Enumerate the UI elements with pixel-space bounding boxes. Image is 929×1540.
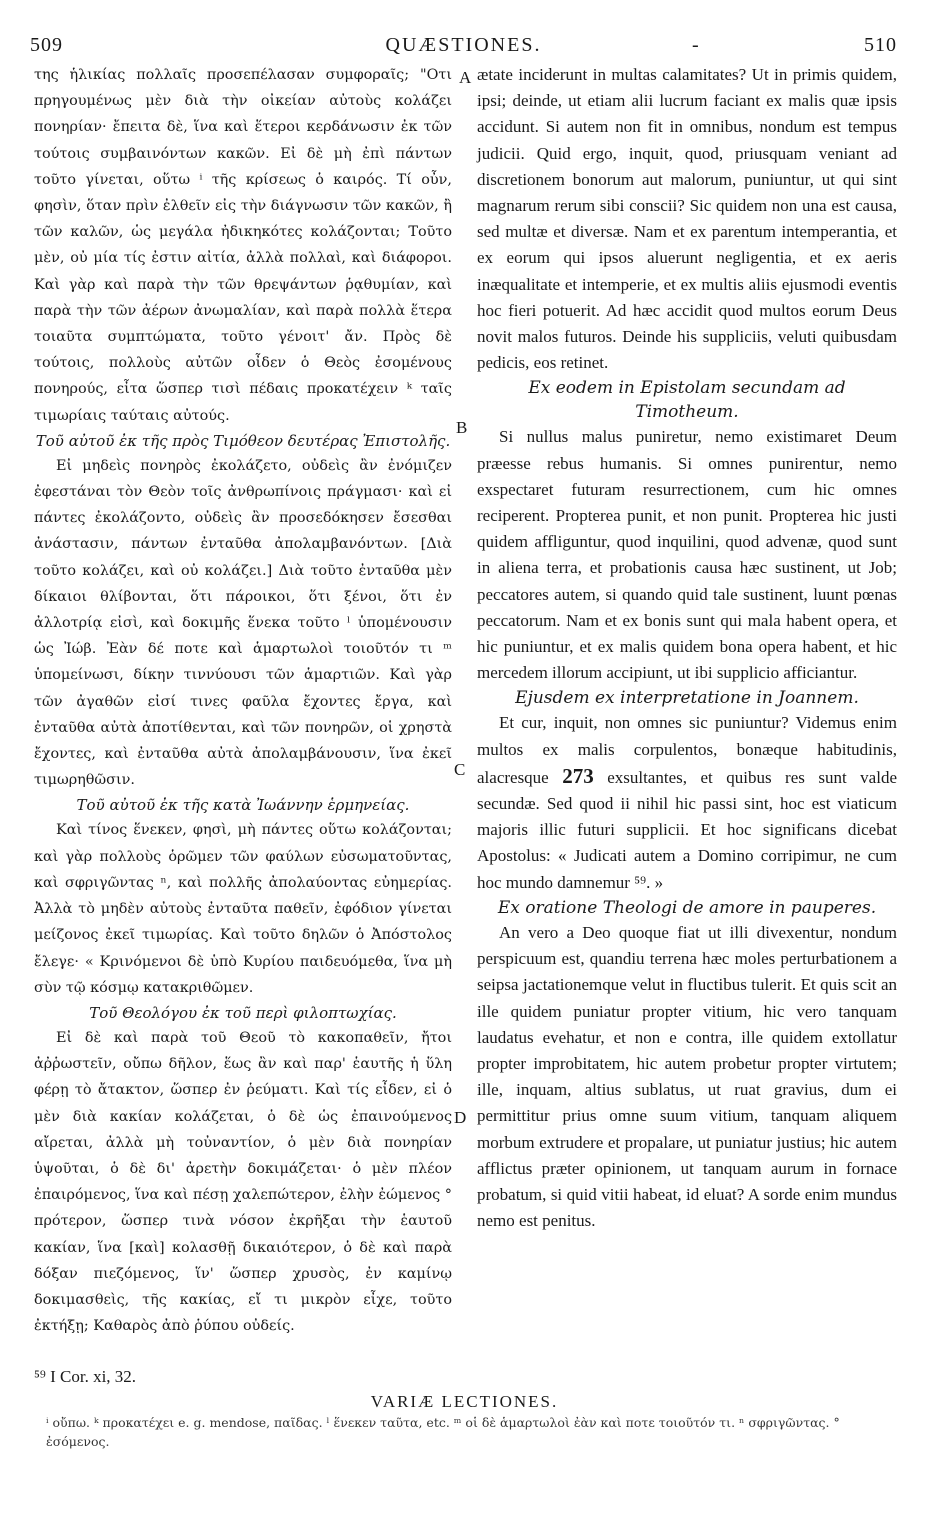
variae-lectiones-title: VARIÆ LECTIONES. <box>370 1392 559 1411</box>
margin-letter-d: D <box>454 1108 467 1127</box>
latin-heading-2: Ejusdem ex interpretatione in Joannem. <box>515 688 859 709</box>
latin-heading-3: Ex oratione Theologi de amore in pauperes. <box>497 897 877 918</box>
latin-paragraph-1: ætate inciderunt in multas calamitates? Ut in primis quidem, ipsi; deinde, ut etiam alii lucrum faciant ex malis quæ ipsis accidunt. Si autem non fit in omnibus, nondum est tempus judicii. Quid ergo, inquit, quod, priusquam veniant ad discretionem bonorum aut malorum, puniuntur, ut qui sint magnarum rerum sibi conscii? Sic quidem non una est causa, sed multæ et diversæ. Nam et ex parentum intemperantia, et ex eorum qui ipsos aluerunt negligentia, et ex aeris inæqualitate et intemperie, et ex multis aliis ejusmodi eventis hoc fieri potuerit. Ad hæc accidit quod multos eorum Deus novit malos futuros. Deinde his suppliciis, veluti quibusdam pedicis, eos retinet. <box>477 65 897 373</box>
greek-column <box>34 62 452 1339</box>
margin-letter-b: B <box>456 418 468 437</box>
greek-paragraph-1: της ἡλικίας πολλαῖς προσεπέλασαν συμφοραῖς; "Οτι πρηγουμένως μὲν διὰ τὴν οἰκείαν αὐτοὺς κολάζει πονηρίαν· ἔπειτα δὲ, ἵνα καὶ ἕτεροι κερδάνωσιν ἐκ τῶν τούτοις συμβαινόντων κακῶν. Εἰ δὲ μὴ ἐπὶ πάντων τοῦτο γίνεται, οὕτω ⁱ τῆς κρίσεως ὁ καιρός. Τί οὖν, φησὶν, ὅταν πρὶν ἐλθεῖν εἰς τὴν διάγνωσιν τῶν κακῶν, ἢ τῶν καλῶν, ὡς μεγάλα ἠδικηκότες κολάζονται; Τοῦτο μὲν, οὐ μία τίς ἐστιν αἰτία, ἀλλὰ πολλαὶ, καὶ διάφοροι. Καὶ γὰρ καὶ παρὰ τὴν τῶν θρεψάντων ῥᾳθυμίαν, καὶ παρὰ τὴν τῶν ἀέρων ἀνωμαλίαν, καὶ παρὰ πολλὰ ἕτερα τοιαῦτα συμπτώματα, τοῦτο γένοιτ' ἄν. Πρὸς δὲ τούτοις, πολλοὺς αὐτῶν οἶδεν ὁ Θεὸς ἐσομένους πονηρούς, εἶτα ὥσπερ τισὶ πέδαις προκατέχειν ᵏ ταῖς τιμωρίαις ταύταις αὐτούς. <box>34 67 452 424</box>
column-number: 273 <box>562 763 594 788</box>
greek-paragraph-4: Εἰ δὲ καὶ παρὰ τοῦ Θεοῦ τὸ κακοπαθεῖν, ἤτοι ἀῤῥωστεῖν, οὔπω δῆλον, ἕως ἂν καὶ παρ' ἑαυτῆς ἡ ὕλη φέρῃ τὸ ἄτακτον, ὥσπερ ἐν ῥεύματι. Καὶ τίς εἶδεν, εἰ ὁ μὲν διὰ κακίαν κολάζεται, ὁ δὲ ὡς ἐπαινούμενος αἴρεται, ἀλλὰ μὴ τοὐναντίον, ὁ μὲν διὰ πονηρίαν ὑψοῦται, ὁ δὲ δι' ἀρετὴν δοκιμάζεται· ὁ μὲν πλέον ἐπαιρόμενος, ἵνα καὶ πέσῃ χαλεπώτερον, ἐλὴν ἐώμενος ° πρότερον, ὥσπερ τινὰ νόσον ἐκρῆξαι τὴν ἑαυτοῦ κακίαν, ἵνα [καὶ] κολασθῇ δικαιότερον, ὁ δὲ καὶ παρὰ δόξαν πιεζόμενος, ἵν' ὥσπερ χρυσὸς, ἐν καμίνῳ δοκιμασθεὶς, τῆς κακίας, εἴ τι μικρὸν εἶχε, τοῦτο ἐκτήξῃ; Καθαρὸς ἀπὸ ῥύπου οὐδείς. <box>34 1029 452 1335</box>
page-header <box>30 34 897 60</box>
latin-column <box>477 62 897 1234</box>
greek-heading-3: Τοῦ Θεολόγου ἐκ τοῦ περὶ φιλοπτωχίας. <box>89 1003 397 1022</box>
latin-paragraph-3b: exsultantes, et quibus res sunt valde secundæ. Sed quod ii nihil hic passi sint, hoc est viaticum majoris illic futuri supplicii. Et hoc significans dicebat Apostolus: « Judicati autem a Domino corripimur, ne cum hoc mundo damnemur ⁵⁹. » <box>477 767 897 892</box>
margin-letter-c: C <box>454 760 466 779</box>
latin-paragraph-3a: Et cur, inquit, non omnes sic puniuntur? Videmus enim multos ex malis corpulentos, bonæque habitudinis, alacresque <box>477 713 897 787</box>
latin-paragraph-2: Si nullus malus puniretur, nemo existimaret Deum præesse rebus humanis. Si omnes punirentur, nemo exspectaret futuram resurrectionem, cum hic omnes reciperent. Propterea punit, et non punit. Propterea hic justi quidem affliguntur, quod inquilini, quod advenæ, quod sunt in aliena terra, et probationis causa hæc sustinent, ut Job; peccatores autem, si quando quid tale sustinent, luunt pœnas peccatorum. Nam et ex bonis sunt qui mala habent opera, et hic puniuntur, et ex malis quidem bona opera habent, et hic mercedem illorum accipiunt, ut ibi supplicio afficiantur. <box>477 427 897 683</box>
greek-heading-1: Τοῦ αὐτοῦ ἐκ τῆς πρὸς Τιμόθεον δευτέρας Ἐπιστολῆς. <box>35 431 451 450</box>
header-dash: - <box>692 34 700 56</box>
latin-paragraph-3 <box>477 710 897 895</box>
greek-paragraph-2: Εἰ μηδεὶς πονηρὸς ἐκολάζετο, οὐδεὶς ἂν ἐνόμιζεν ἐφεστάναι τὸν Θεὸν τοῖς ἀνθρωπίνοις πράγμασι· καὶ εἰ πάντες ἐκολάζοντο, οὐδεὶς ἂν προσεδόκησεν ἔσεσθαι ἀνάστασιν, πάντων ἐνταῦθα ἀπολαμβανόντων. [Διὰ τοῦτο κολάζει, καὶ οὐ κολάζει.] Διὰ τοῦτο ἐνταῦθα μὲν δίκαιοι θλίβονται, ὅτι πάροικοι, ὅτι ξένοι, ὅτι ἐν ἀλλοτρίᾳ εἰσὶ, καὶ δοκιμῆς ἕνεκα τοῦτο ˡ ὑπομένουσιν ὡς Ἰώβ. Ἐὰν δέ ποτε καὶ ἁμαρτωλοὶ τοιοῦτόν τι ᵐ ὑπομείνωσι, δίκην τιννύουσι τῶν ἁμαρτιῶν. Καὶ γὰρ τῶν ἀγαθῶν εἰσί τινες φαῦλα ἔχοντες ἔργα, καὶ ἐνταῦθα αὐτὰ ἀποτίθενται, καὶ τῶν πονηρῶν, οἱ χρηστὰ ἔχοντες, καὶ ἐνταῦθα αὐτὰ ἀπολαμβάνουσιν, ἵνα ἐκεῖ τιμωρηθῶσιν. <box>34 457 452 789</box>
page-number-right: 510 <box>864 34 897 56</box>
latin-paragraph-4: An vero a Deo quoque fiat ut illi divexentur, nondum perspicuum est, quandiu terrena hæc moles perturbationem a seipsa jactationemque velut in fluctibus tulerit. Et quis scit an ille quidem puniatur propter vitium, hic vero tanquam laudatus evehatur, et non e contra, ille quidem extollatur propter improbitatem, hic autem probetur propter virtutem; ille, inquam, altius sublatus, ut ruat gravius, dum ei permittitur prius omne suum vitium, tanquam aliquem morbum extrudere et propalare, ut puniatur justius; hic autem afflictus præter opinionem, ut tanquam aurum in fornace probatum, si quid vitii habeat, id eluat? A sorde enim mundus nemo est penitus. <box>477 922 897 1231</box>
page-number-left: 509 <box>30 34 63 56</box>
running-title: QUÆSTIONES. <box>385 34 542 56</box>
greek-paragraph-3: Καὶ τίνος ἕνεκεν, φησὶ, μὴ πάντες οὕτω κολάζονται; καὶ γὰρ πολλοὺς ὁρῶμεν τῶν φαύλων εὐσωματοῦντας, καὶ σφριγῶντας ⁿ, καὶ πολλῆς ἀπολαύοντας εὐημερίας. Ἀλλὰ τὸ μηδὲν αὐτοὺς ἐνταῦτα παθεῖν, ἐφόδιον γίνεται μείζονος ἐκεῖ τιμωρίας. Καὶ τοῦτο δηλῶν ὁ Ἀπόστολος ἔλεγε· « Κρινόμενοι δὲ ὑπὸ Κυρίου παιδευόμεθα, ἵνα μὴ σὺν τῷ κόσμῳ κατακριθῶμεν. <box>34 822 452 996</box>
margin-letter-a: A <box>459 68 472 87</box>
greek-heading-2: Τοῦ αὐτοῦ ἐκ τῆς κατὰ Ἰωάννην ἑρμηνείας. <box>76 796 410 815</box>
footnote: ⁵⁹ I Cor. xi, 32. <box>34 1367 137 1386</box>
latin-heading-1: Ex eodem in Epistolam secundam ad Timotheum. <box>528 378 846 423</box>
variae-lectiones-body: ⁱ οὔπω. ᵏ προκατέχει e. g. mendose, παῖδας. ˡ ἕνεκεν ταῦτα, etc. ᵐ οἱ δὲ ἁμαρτωλοὶ ἐὰν καὶ ποτε τοιοῦτόν τι. ⁿ σφριγῶντας. ° ἐσόμενος. <box>46 1415 840 1449</box>
